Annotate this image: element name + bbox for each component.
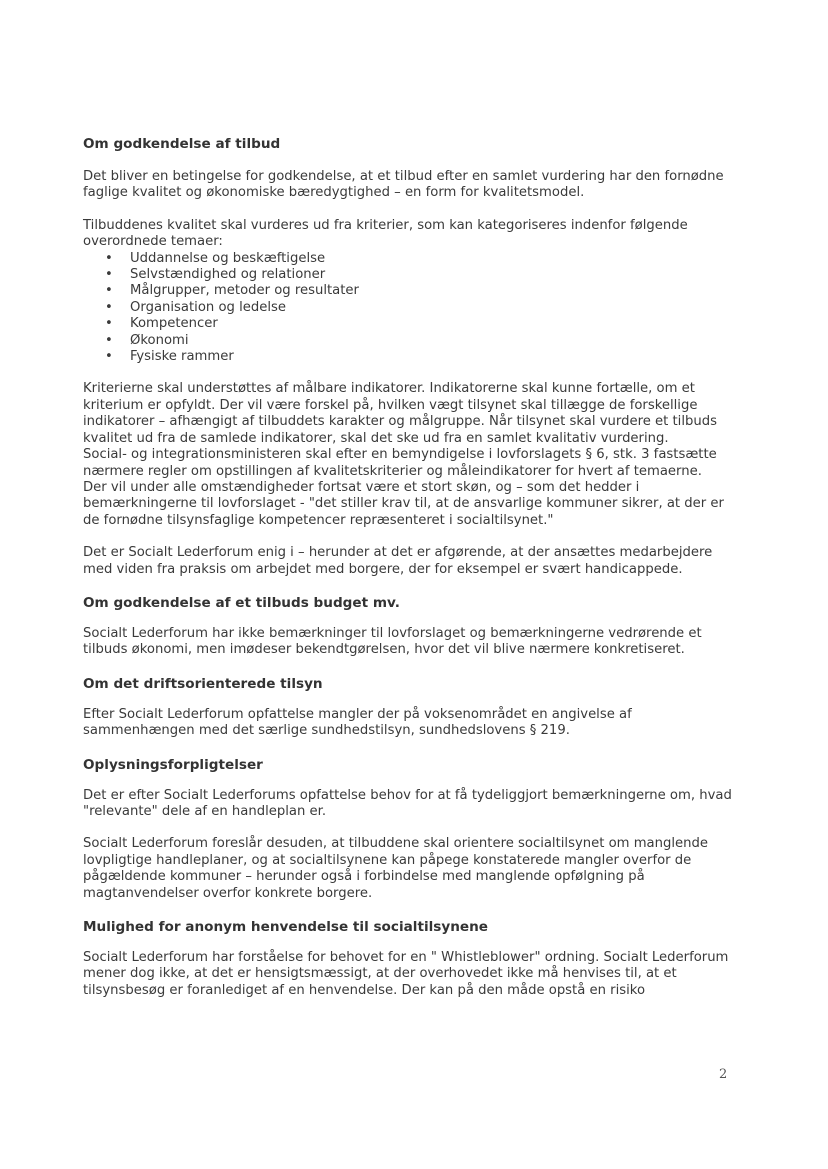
paragraph: Det er efter Socialt Lederforums opfattelse behov for at få tydeliggjort bemærkningerne om, hvad "relevante" dele af en handleplan er. — [83, 787, 732, 819]
list-item: • Målgrupper, metoder og resultater — [105, 283, 359, 299]
paragraph: Kriterierne skal understøttes af målbare indikatorer. Indikatorerne skal kunne fortælle, om et kriterium er opfyldt. Der vil være forskel på, hvilken vægt tilsynet skal tillægge de forskellige indikatorer – afhængigt af tilbuddets karakter og målgruppe. Når tilsynet skal vurdere et tilbuds kvalitet ud fra de samlede indikatorer, skal det ske ud fra en samlet kvalitativ vurdering. — [83, 381, 717, 446]
paragraph: Det bliver en betingelse for godkendelse, at et tilbud efter en samlet vurdering har den fornødne faglige kvalitet og økonomiske bæredygtighed – en form for kvalitetsmodel. — [83, 169, 724, 201]
paragraph: Socialt Lederforum har forståelse for behovet for en " Whistleblower" ordning. Socialt Lederforum mener dog ikke, at det er hensigtsmæssigt, at der overhovedet ikke må henvises til, at et tilsynsbesøg er foranlediget af en henvendelse. Der kan på den måde opstå en risiko — [83, 950, 729, 998]
paragraph: Det er Socialt Lederforum enig i – herunder at det er afgørende, at der ansættes medarbejdere med viden fra praksis om arbejdet med borgere, der for eksempel er svært handicappede. — [83, 545, 713, 577]
list-item: • Organisation og ledelse — [105, 299, 286, 315]
section-heading-godkendelse: Om godkendelse af tilbud — [83, 136, 281, 152]
paragraph: Socialt Lederforum har ikke bemærkninger til lovforslaget og bemærkningerne vedrørende et tilbuds økonomi, men imødeser bekendtgørelsen, hvor det vil blive nærmere konkretiseret. — [83, 625, 702, 658]
section-heading-anonym-henvendelse: Mulighed for anonym henvendelse til socialtilsynene — [83, 919, 489, 935]
page-number: 2 — [719, 1067, 728, 1082]
paragraph: Socialt Lederforum foreslår desuden, at tilbuddene skal orientere socialtilsynet om manglende lovpligtige handleplaner, og at socialtilsynene kan påpege konstaterede mangler overfor de pågældende kommuner – herunder også i forbindelse med manglende opfølgning på magtanvendelser overfor konkrete borgere. — [83, 836, 708, 901]
list-item: • Kompetencer — [105, 316, 218, 332]
list-item: • Fysiske rammer — [105, 349, 234, 365]
document-page — [83, 136, 733, 999]
section-heading-tilsyn: Om det driftsorienterede tilsyn — [83, 675, 323, 692]
section-heading-oplysningsforpligtelser: Oplysningsforpligtelser — [83, 756, 263, 773]
paragraph: Tilbuddenes kvalitet skal vurderes ud fra kriterier, som kan kategoriseres indenfor følgende overordnede temaer: — [83, 217, 688, 250]
list-item: • Uddannelse og beskæftigelse — [105, 250, 326, 266]
paragraph: Der vil under alle omstændigheder fortsat være et stort skøn, og – som det hedder i bemærkningerne til lovforslaget - "det stiller krav til, at de ansvarlige kommuner sikrer, at der er de fornødne tilsynsfaglige kompetencer repræsenteret i socialtilsynet." — [83, 479, 724, 528]
theme-list — [83, 251, 733, 366]
list-item: • Økonomi — [105, 332, 189, 348]
list-item: • Selvstændighed og relationer — [105, 267, 326, 283]
paragraph: Social- og integrationsministeren skal efter en bemyndigelse i lovforslagets § 6, stk. 3 fastsætte nærmere regler om opstillingen af kvalitetskriterier og måleindikatorer for hvert af temaerne. — [83, 447, 717, 479]
section-heading-budget: Om godkendelse af et tilbuds budget mv. — [83, 594, 400, 611]
paragraph: Efter Socialt Lederforum opfattelse mangler der på voksenområdet en angivelse af sammenhængen med det særlige sundhedstilsyn, sundhedslovens § 219. — [83, 706, 632, 739]
